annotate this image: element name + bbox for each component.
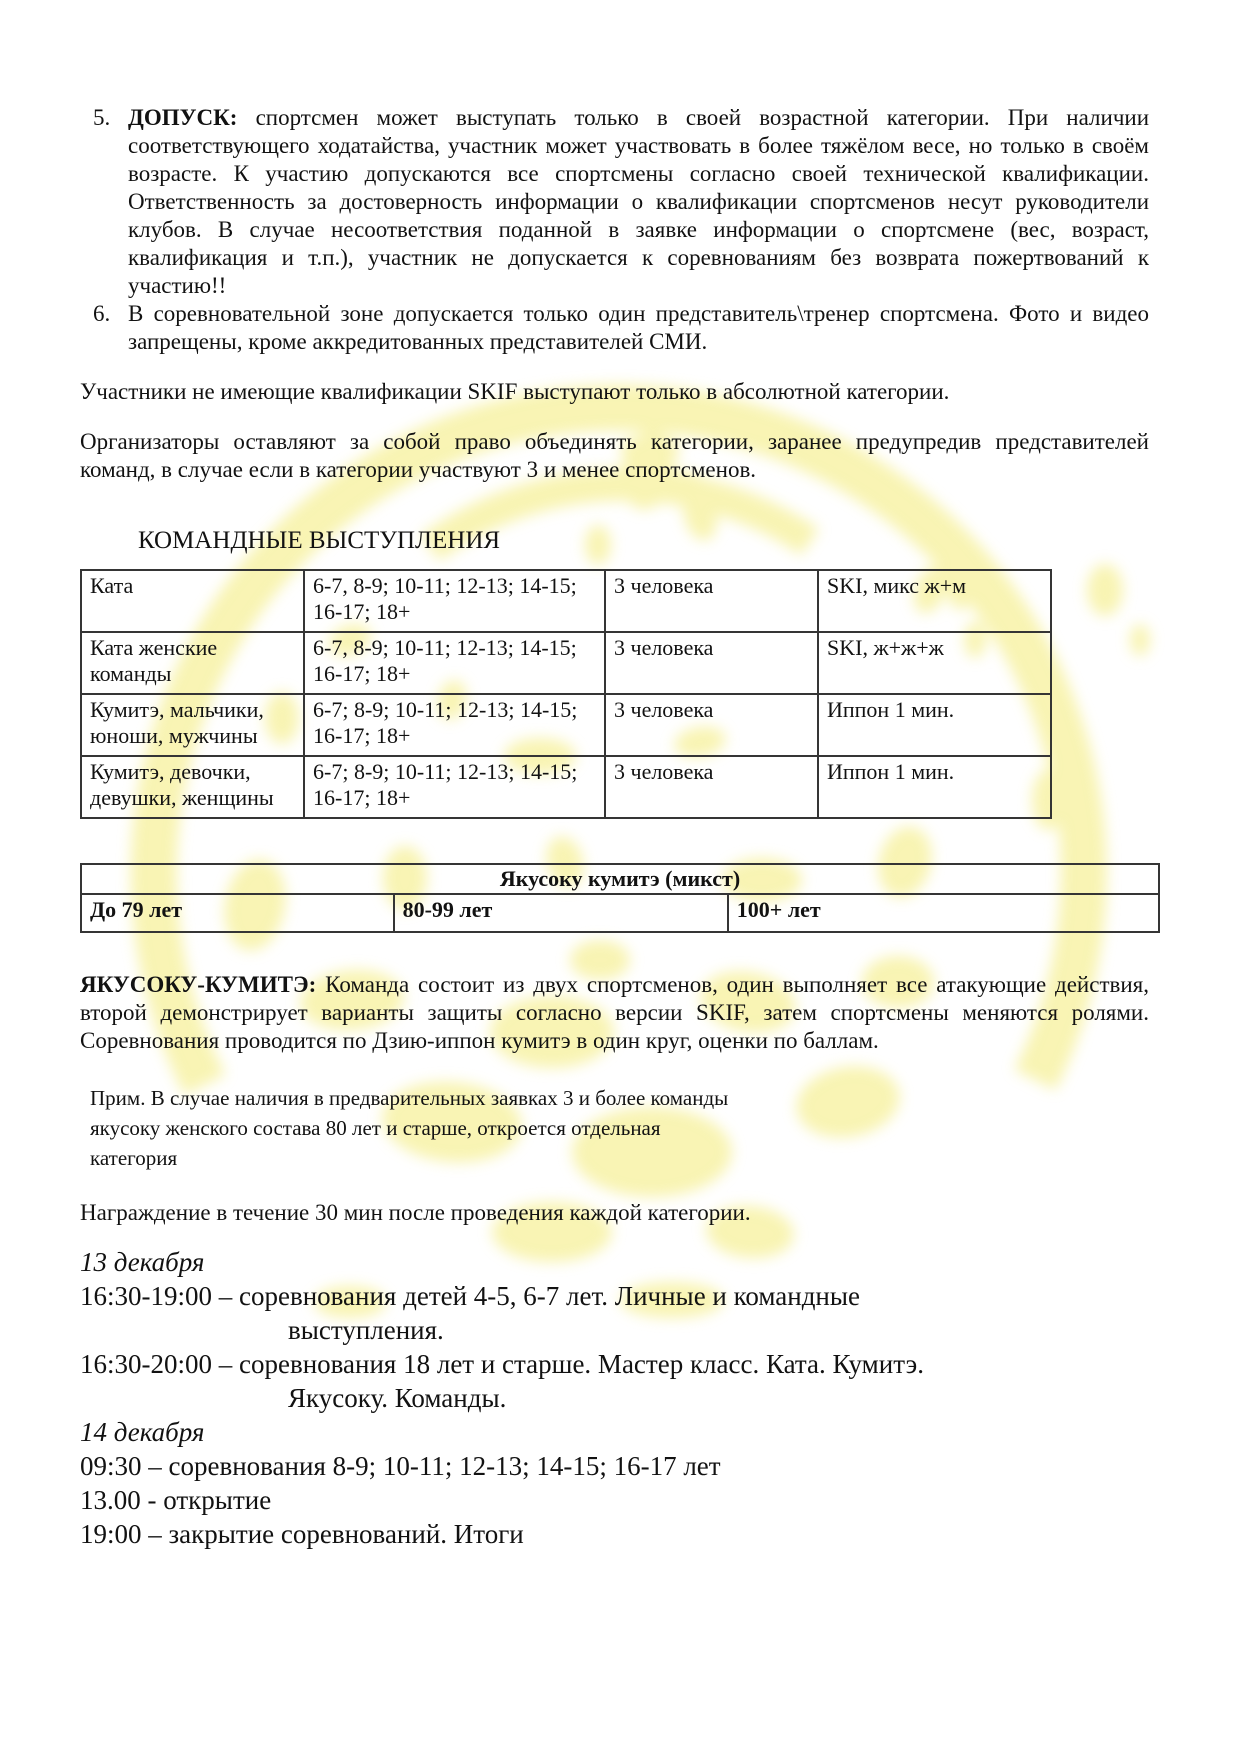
list-number: 5. [93,105,111,130]
table-row [81,632,1051,694]
yakusoku-age-col-1: 80-99 лет [394,894,728,932]
table-row [81,694,1051,756]
cell-discipline: Ката [81,570,304,632]
cell-ages: 6-7; 8-9; 10-11; 12-13; 14-15; 16-17; 18+ [304,756,605,818]
cell-team-size: 3 человека [605,756,818,818]
cell-team-size: 3 человека [605,570,818,632]
list-item-5 [80,104,1149,300]
schedule-entry-4: 13.00 - открытие [80,1485,272,1515]
cell-team-size: 3 человека [605,694,818,756]
table-row [81,864,1159,894]
paragraph-merge-categories: Организаторы оставляют за собой право объединять категории, заранее предупредив представителей команд, в случае если в категории участвуют 3 и менее спортсменов. [80,429,1149,482]
cell-format: SKI, ж+ж+ж [818,632,1051,694]
yakusoku-age-col-2: 100+ лет [728,894,1159,932]
schedule-entry-2-continuation: Якусоку. Команды. [288,1383,507,1413]
list-item-6-text: В соревновательной зоне допускается только один представитель\тренер спортсмена. Фото и видео запрещены, кроме аккредитованных представителей СМИ. [128,301,1149,354]
paragraph-qualification: Участники не имеющие квалификации SKIF выступают только в абсолютной категории. [80,379,950,404]
list-item-5-lead: ДОПУСК: [128,105,238,130]
cell-team-size: 3 человека [605,632,818,694]
schedule-entry-2: 16:30-20:00 – соревнования 18 лет и старше. Мастер класс. Ката. Кумитэ. [80,1349,925,1379]
cell-discipline: Ката женские команды [81,632,304,694]
cell-discipline: Кумитэ, мальчики, юноши, мужчины [81,694,304,756]
yakusoku-table [80,863,1160,933]
yakusoku-paragraph-text: Команда состоит из двух спортсменов, один выполняет все атакующие действия, второй демонстрирует варианты защиты согласно версии SKIF, затем спортсмены меняются ролями. Соревнования проводится по Дзию-иппон кумитэ в один круг, оценки по баллам. [80,972,1150,1053]
schedule-date-2: 14 декабря [80,1417,205,1447]
schedule-entry-1-continuation: выступления. [288,1315,444,1345]
schedule-entry-5: 19:00 – закрытие соревнований. Итоги [80,1519,524,1549]
table-row [81,756,1051,818]
cell-ages: 6-7, 8-9; 10-11; 12-13; 14-15; 16-17; 18+ [304,570,605,632]
cell-format: Иппон 1 мин. [818,694,1051,756]
cell-format: Иппон 1 мин. [818,756,1051,818]
table-row [81,570,1051,632]
cell-ages: 6-7, 8-9; 10-11; 12-13; 14-15; 16-17; 18+ [304,632,605,694]
team-table [80,569,1052,819]
cell-format: SKI, микс ж+м [818,570,1051,632]
schedule-entry-1: 16:30-19:00 – соревнования детей 4-5, 6-7 лет. Личные и командные [80,1281,861,1311]
yakusoku-table-title: Якусоку кумитэ (микст) [81,864,1159,894]
cell-discipline: Кумитэ, девочки, девушки, женщины [81,756,304,818]
yakusoku-age-col-0: До 79 лет [81,894,394,932]
schedule [80,1245,1149,1551]
awards-paragraph: Награждение в течение 30 мин после проведения каждой категории. [80,1200,751,1225]
note-paragraph: Прим. В случае наличия в предварительных заявках 3 и более команды якусоку женского состава 80 лет и старше, откроется отдельная категория [90,1086,729,1170]
yakusoku-paragraph-lead: ЯКУСОКУ-КУМИТЭ: [80,972,317,997]
schedule-entry-3: 09:30 – соревнования 8-9; 10-11; 12-13; 14-15; 16-17 лет [80,1451,721,1481]
team-performances-heading: КОМАНДНЫЕ ВЫСТУПЛЕНИЯ [138,527,501,554]
table-row [81,894,1159,932]
list-item-5-text: спортсмен может выступать только в своей возрастной категории. При наличии соответствующего ходатайства, участник может участвовать в более тяжёлом весе, но только в своём возрасте. К участию допускаются все спортсмены согласно своей технической квалификации. Ответственность за достоверность информации о квалификации спортсменов несут руководители клубов. В случае несоответствия поданной в заявке информации о спортсмене (вес, возраст, квалификация и т.п.), участник не допускается к соревнованиям без возврата пожертвований к участию!! [128,105,1150,298]
yakusoku-paragraph [80,971,1149,1055]
list-number: 6. [93,301,111,326]
schedule-date-1: 13 декабря [80,1247,205,1277]
cell-ages: 6-7; 8-9; 10-11; 12-13; 14-15; 16-17; 18+ [304,694,605,756]
list-item-6 [80,300,1149,356]
